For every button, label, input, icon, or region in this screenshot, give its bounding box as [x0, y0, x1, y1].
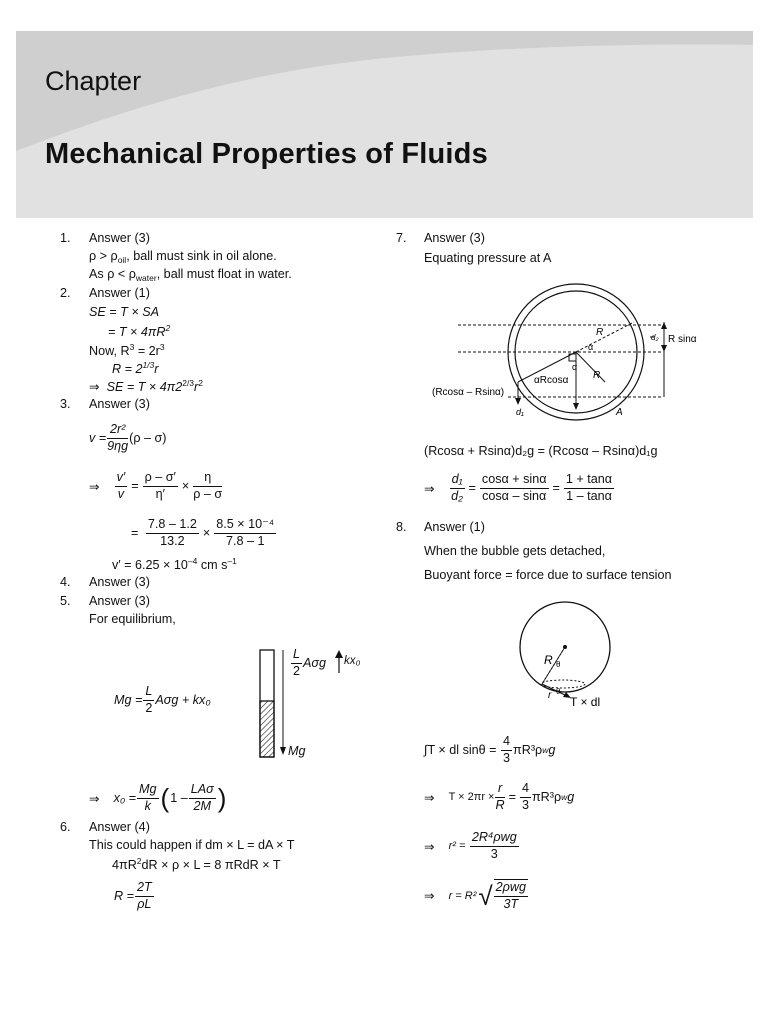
fig7-label-alpha-2: α: [572, 362, 578, 372]
answer-5-figure-mg-label: Mg: [288, 744, 306, 758]
answer-3-label: Answer (3): [89, 397, 150, 411]
fig7-label-d1: d₁: [516, 407, 524, 417]
answer-6-line-1: This could happen if dm × L = dA × T: [89, 838, 295, 852]
answer-5-x0-formula: ⇒ x₀ = $\frac{Mg}{k}$ ( 1 – $\frac{\text{LAσ}}{2M}$ ): [89, 782, 227, 813]
answer-8-bubble-figure: [510, 600, 640, 715]
fig7-label-Rsin: R sinα: [668, 334, 697, 345]
answer-7-number: 7.: [396, 231, 407, 245]
fig8-label-r: r: [548, 690, 552, 701]
answer-4-label: Answer (3): [89, 575, 150, 589]
fig8-label-theta-2: θ: [556, 687, 561, 696]
fig7-label-left: (Rcosα – Rsinα): [432, 387, 505, 398]
header-curve-decoration: [16, 31, 753, 218]
answer-8-r-formula: ⇒ r = R² √ $\frac{\text{2ρwg}}{3T}$: [424, 880, 526, 911]
fig8-label-theta-1: θ: [556, 660, 561, 669]
answer-2-number: 2.: [60, 286, 71, 300]
answer-7-label: Answer (3): [424, 231, 485, 245]
answer-3-numeric-formula: = $\frac{7.8 - 1.2}{13.2}$ × $\frac{\text{8.5 × 10⁻⁴}}{7.8 - 1}$: [131, 517, 275, 548]
answer-1-line-1: $\rho > \rho_{oil}$, ball must sink in oil alone.: [89, 249, 277, 265]
answer-4-number: 4.: [60, 575, 71, 589]
answer-8-number: 8.: [396, 520, 407, 534]
answer-8-line-1: When the bubble gets detached,: [424, 544, 606, 558]
chapter-header: [16, 31, 753, 218]
answer-6-number: 6.: [60, 820, 71, 834]
fig8-label-Tdl: T × dl: [570, 695, 601, 709]
answer-7-pressure-equation: (Rcosα + Rsinα)d₂g = (Rcosα – Rsinα)d₁g: [424, 444, 658, 458]
answer-7-tube-figure: [428, 282, 718, 422]
answer-5-equilibrium-formula: Mg = $\frac{L}{2}$ Aσg + kx₀: [114, 684, 211, 715]
fig7-label-R: R: [596, 327, 604, 338]
fig7-label-A: A: [616, 407, 623, 418]
fig7-label-d2: d₂: [651, 333, 659, 342]
answer-8-r-squared-formula: ⇒ r² = $\frac{\text{2R⁴ρwg}}{3}$: [424, 830, 517, 861]
answer-8-line-2: Buoyant force = force due to surface tension: [424, 568, 672, 582]
answer-6-label: Answer (4): [89, 820, 150, 834]
answer-3-number: 3.: [60, 397, 71, 411]
cylinder-submerged: [260, 701, 274, 757]
chapter-label: Chapter: [45, 66, 142, 96]
tension-arrow: [542, 684, 567, 696]
answer-5-figure-kx-label: kx₀: [344, 655, 361, 667]
answer-3-velocity-formula: v = $\frac{\text{2r²}}{9\eta g}$ (ρ – σ): [89, 422, 167, 453]
mg-arrow: [280, 747, 286, 755]
fig7-label-R-2: R: [593, 370, 601, 381]
answer-2-line-1: SE = T × SA: [89, 305, 159, 319]
answer-3-result: $v' = 6.25 \times 10^{-4}$ cm $s^{-1}$: [112, 556, 237, 572]
answer-1-label: Answer (3): [89, 231, 150, 245]
answer-8-label: Answer (1): [424, 520, 485, 534]
answer-1-number: 1.: [60, 231, 71, 245]
answer-2-label: Answer (1): [89, 286, 150, 300]
answer-7-ratio-formula: ⇒ $\frac{\text{d₁}}{\text{d₂}}$ = $\frac{\cos\alpha + \sin\alpha}{\cos\alpha - \sin\alpha}$ = $\frac{1 + \tan\alpha}{1 - \tan\alpha}$: [424, 472, 613, 503]
chapter-title: Mechanical Properties of Fluids: [45, 138, 488, 170]
fig7-label-Rcos: αRcosα: [534, 375, 569, 386]
answer-2-line-4: $R = 2^{1/3}r$: [112, 360, 159, 376]
fig8-label-R: R: [544, 653, 553, 667]
answer-5-number: 5.: [60, 594, 71, 608]
answer-2-line-2: = $T \times 4\pi R^2$: [108, 323, 171, 339]
answer-5-line-1: For equilibrium,: [89, 612, 176, 626]
answer-8-force-balance-formula: ⇒ T × 2πr × $\frac{r}{R}$ = $\frac{4}{3}$ πR³ρ w g: [424, 781, 575, 812]
answer-3-ratio-formula: ⇒ $\frac{v'}{v}$ = $\frac{\rho - \sigma'}{\eta'}$ × $\frac{\eta}{\rho - \sigma}$: [89, 470, 223, 501]
answer-5-figure-top-label: $\frac{L}{2}$ Aσg: [293, 647, 327, 678]
answer-2-line-3: Now, $R^3 = 2r^3$: [89, 342, 165, 358]
answer-6-radius-formula: R = $\frac{2T}{\rho L}$: [114, 880, 152, 911]
radius-line-right: [576, 322, 634, 352]
fig7-label-alpha-1: α: [588, 342, 594, 352]
answer-5-label: Answer (3): [89, 594, 150, 608]
answer-6-line-2: $4\pi R^2dR \times \rho \times L = 8$ πRdR × T: [112, 856, 281, 872]
answer-1-line-2: As $\rho < \rho_{water}$, ball must float in water.: [89, 267, 292, 283]
answer-8-integral-formula: ∫T × dl sinθ = $\frac{4}{3}$ πR³ρ w g: [424, 734, 556, 765]
radius-line-down: [576, 352, 605, 382]
answer-2-line-5: ⇒ SE = $T \times 4\pi 2^{2/3}r^2$: [89, 378, 203, 394]
answer-7-line-1: Equating pressure at A: [424, 251, 552, 265]
